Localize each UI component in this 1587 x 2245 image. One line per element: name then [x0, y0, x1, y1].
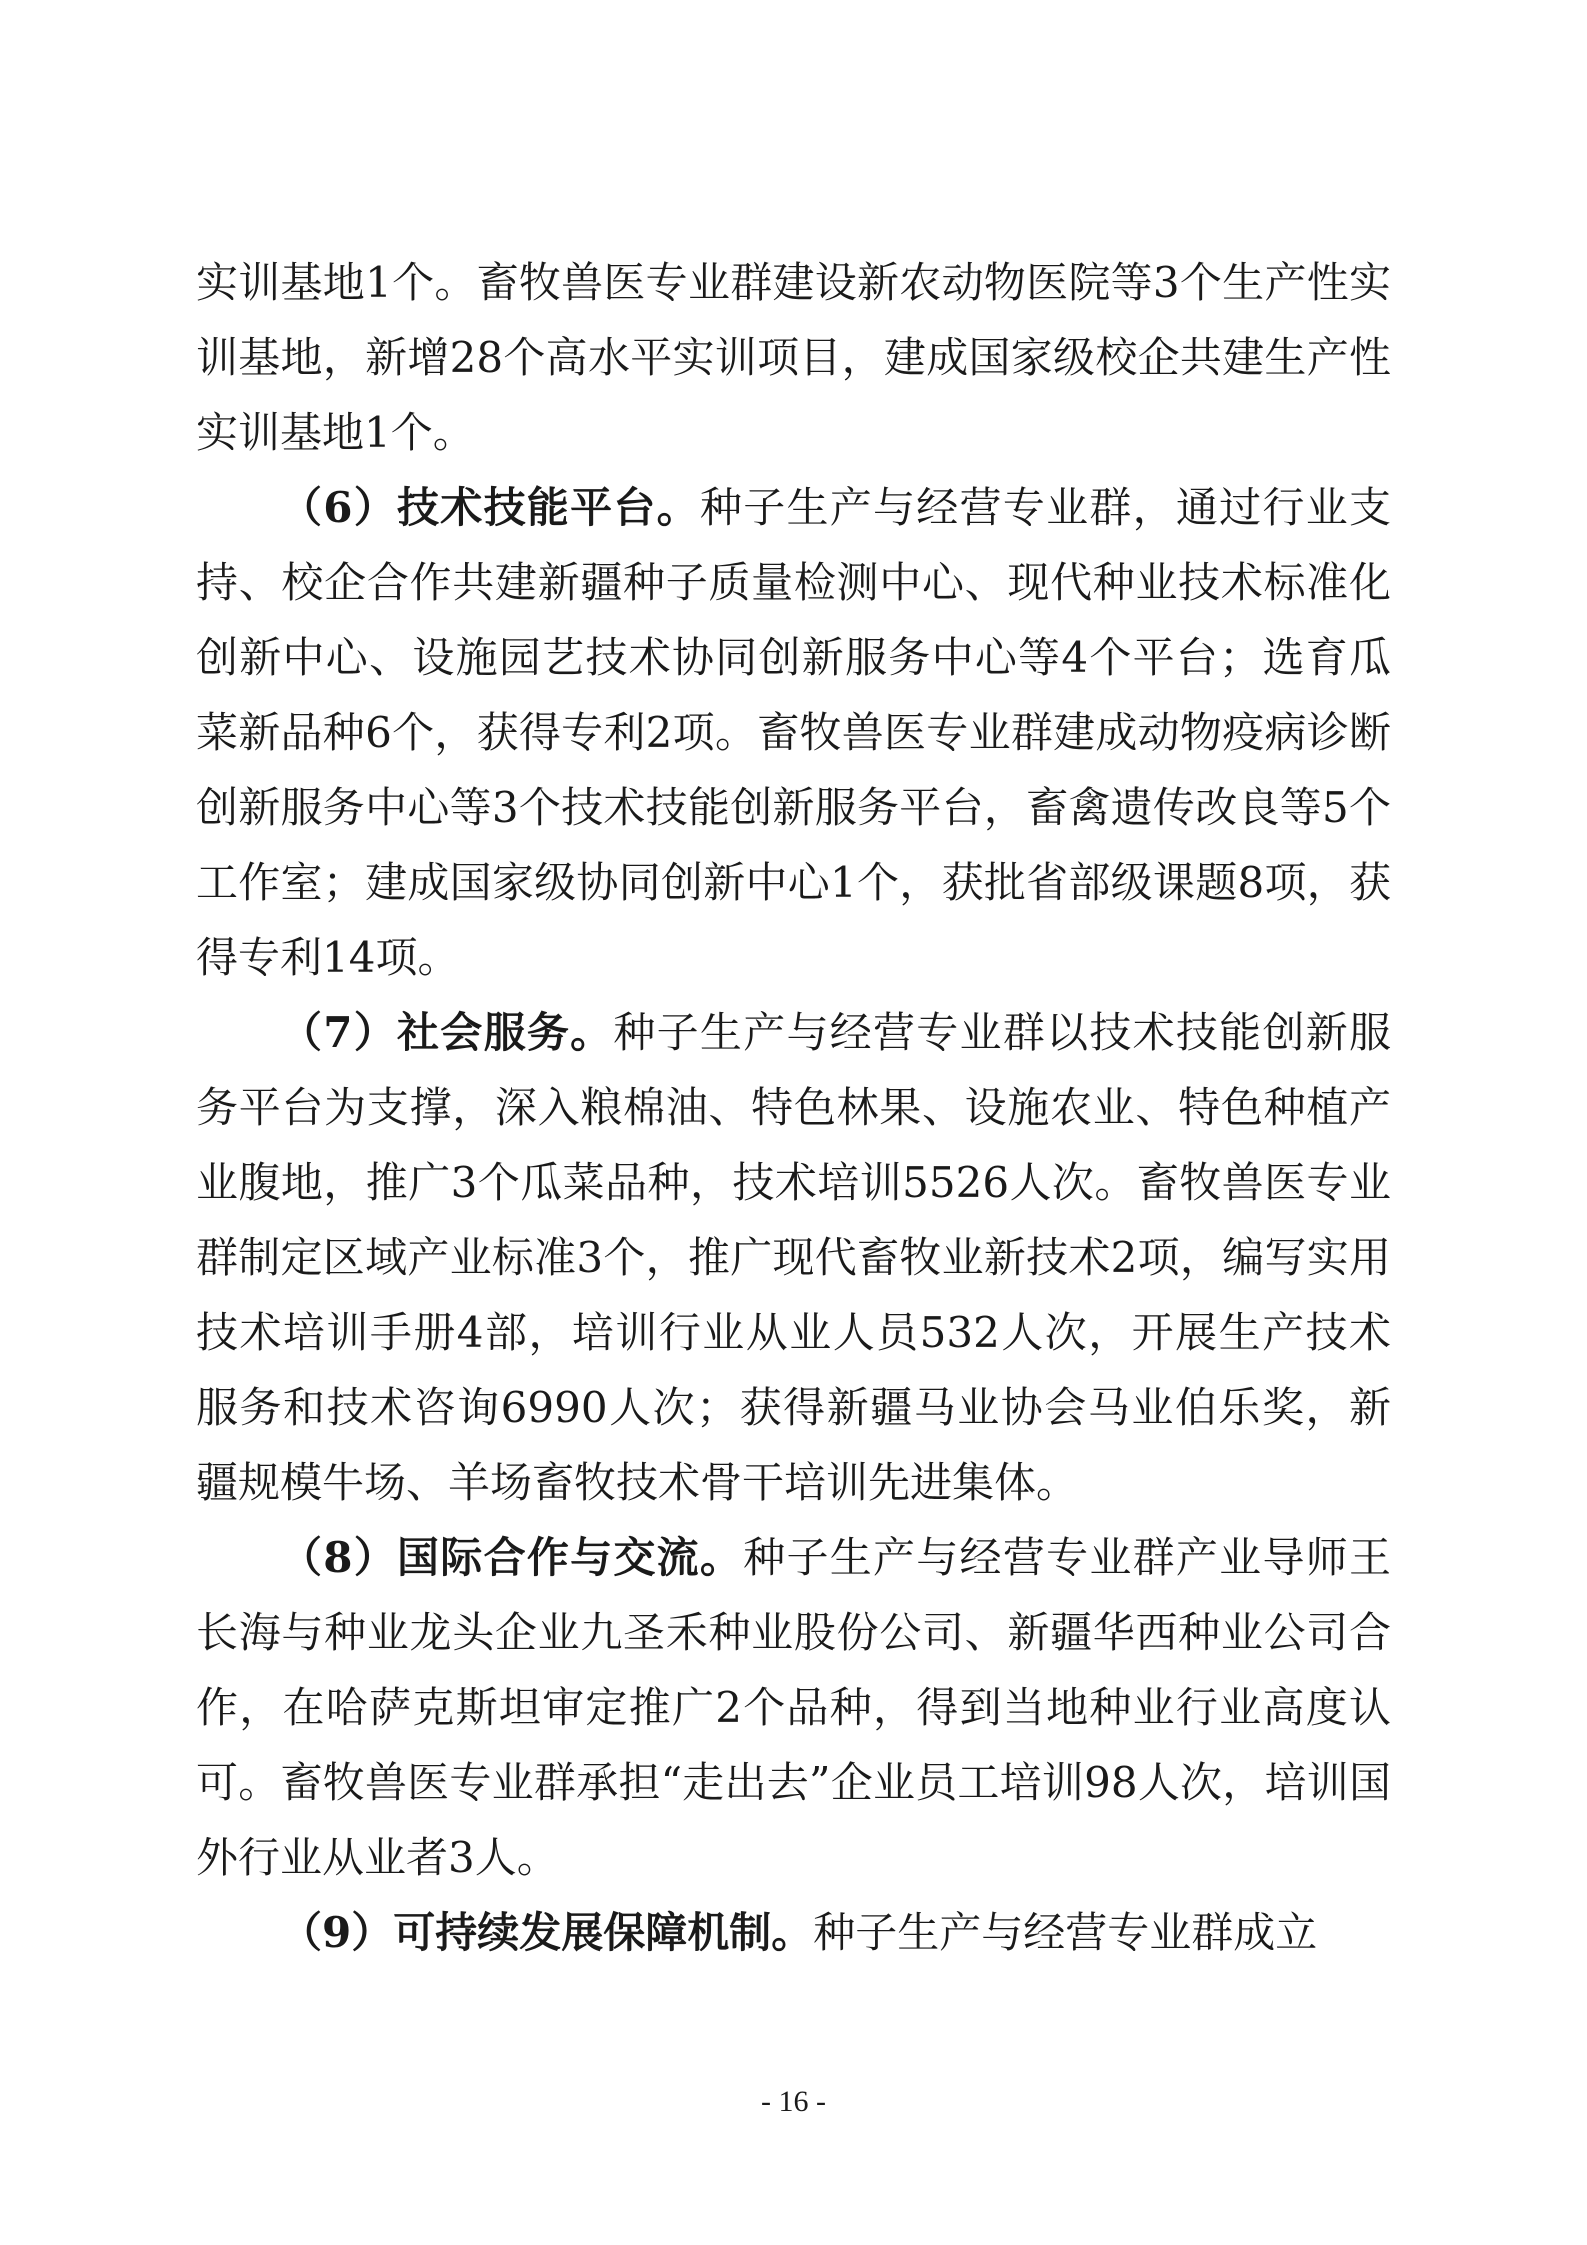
paragraph-text: 种子生产与经营专业群产业导师王长海与种业龙头企业九圣禾种业股份公司、新疆华西种业公司合作，在哈萨克斯坦审定推广2个品种，得到当地种业行业高度认可。畜牧兽医专业群承担“走出去”企业员工培训98人次，培训国外行业从业者3人。 — [196, 1533, 1391, 1882]
section-heading: （9）可持续发展保障机制。 — [280, 1908, 814, 1957]
paragraph-international-cooperation — [196, 1520, 1391, 1895]
section-heading: （6）技术技能平台。 — [280, 483, 700, 532]
paragraph-text: 种子生产与经营专业群以技术技能创新服务平台为支撑，深入粮棉油、特色林果、设施农业、特色种植产业腹地，推广3个瓜菜品种，技术培训5526人次。畜牧兽医专业群制定区域产业标准3个，推广现代畜牧业新技术2项，编写实用技术培训手册4部，培训行业从业人员532人次，开展生产技术服务和技术咨询6990人次；获得新疆马业协会马业伯乐奖，新疆规模牛场、羊场畜牧技术骨干培训先进集体。 — [196, 1008, 1391, 1507]
paragraph-text: 实训基地1个。畜牧兽医专业群建设新农动物医院等3个生产性实训基地，新增28个高水平实训项目，建成国家级校企共建生产性实训基地1个。 — [196, 258, 1391, 457]
section-heading: （7）社会服务。 — [280, 1008, 614, 1057]
paragraph-text: 种子生产与经营专业群成立 — [813, 1908, 1318, 1957]
section-heading: （8）国际合作与交流。 — [280, 1533, 744, 1582]
paragraph-social-service — [196, 995, 1391, 1520]
paragraph-technical-platform — [196, 470, 1391, 995]
document-body — [196, 245, 1391, 1970]
paragraph-practical-bases — [196, 245, 1391, 470]
page-number: - 16 - — [761, 2085, 826, 2118]
paragraph-sustainable-mechanism — [196, 1895, 1391, 1970]
paragraph-text: 种子生产与经营专业群，通过行业支持、校企合作共建新疆种子质量检测中心、现代种业技术标准化创新中心、设施园艺技术协同创新服务中心等4个平台；选育瓜菜新品种6个，获得专利2项。畜牧兽医专业群建成动物疫病诊断创新服务中心等3个技术技能创新服务平台，畜禽遗传改良等5个工作室；建成国家级协同创新中心1个，获批省部级课题8项，获得专利14项。 — [196, 483, 1391, 982]
